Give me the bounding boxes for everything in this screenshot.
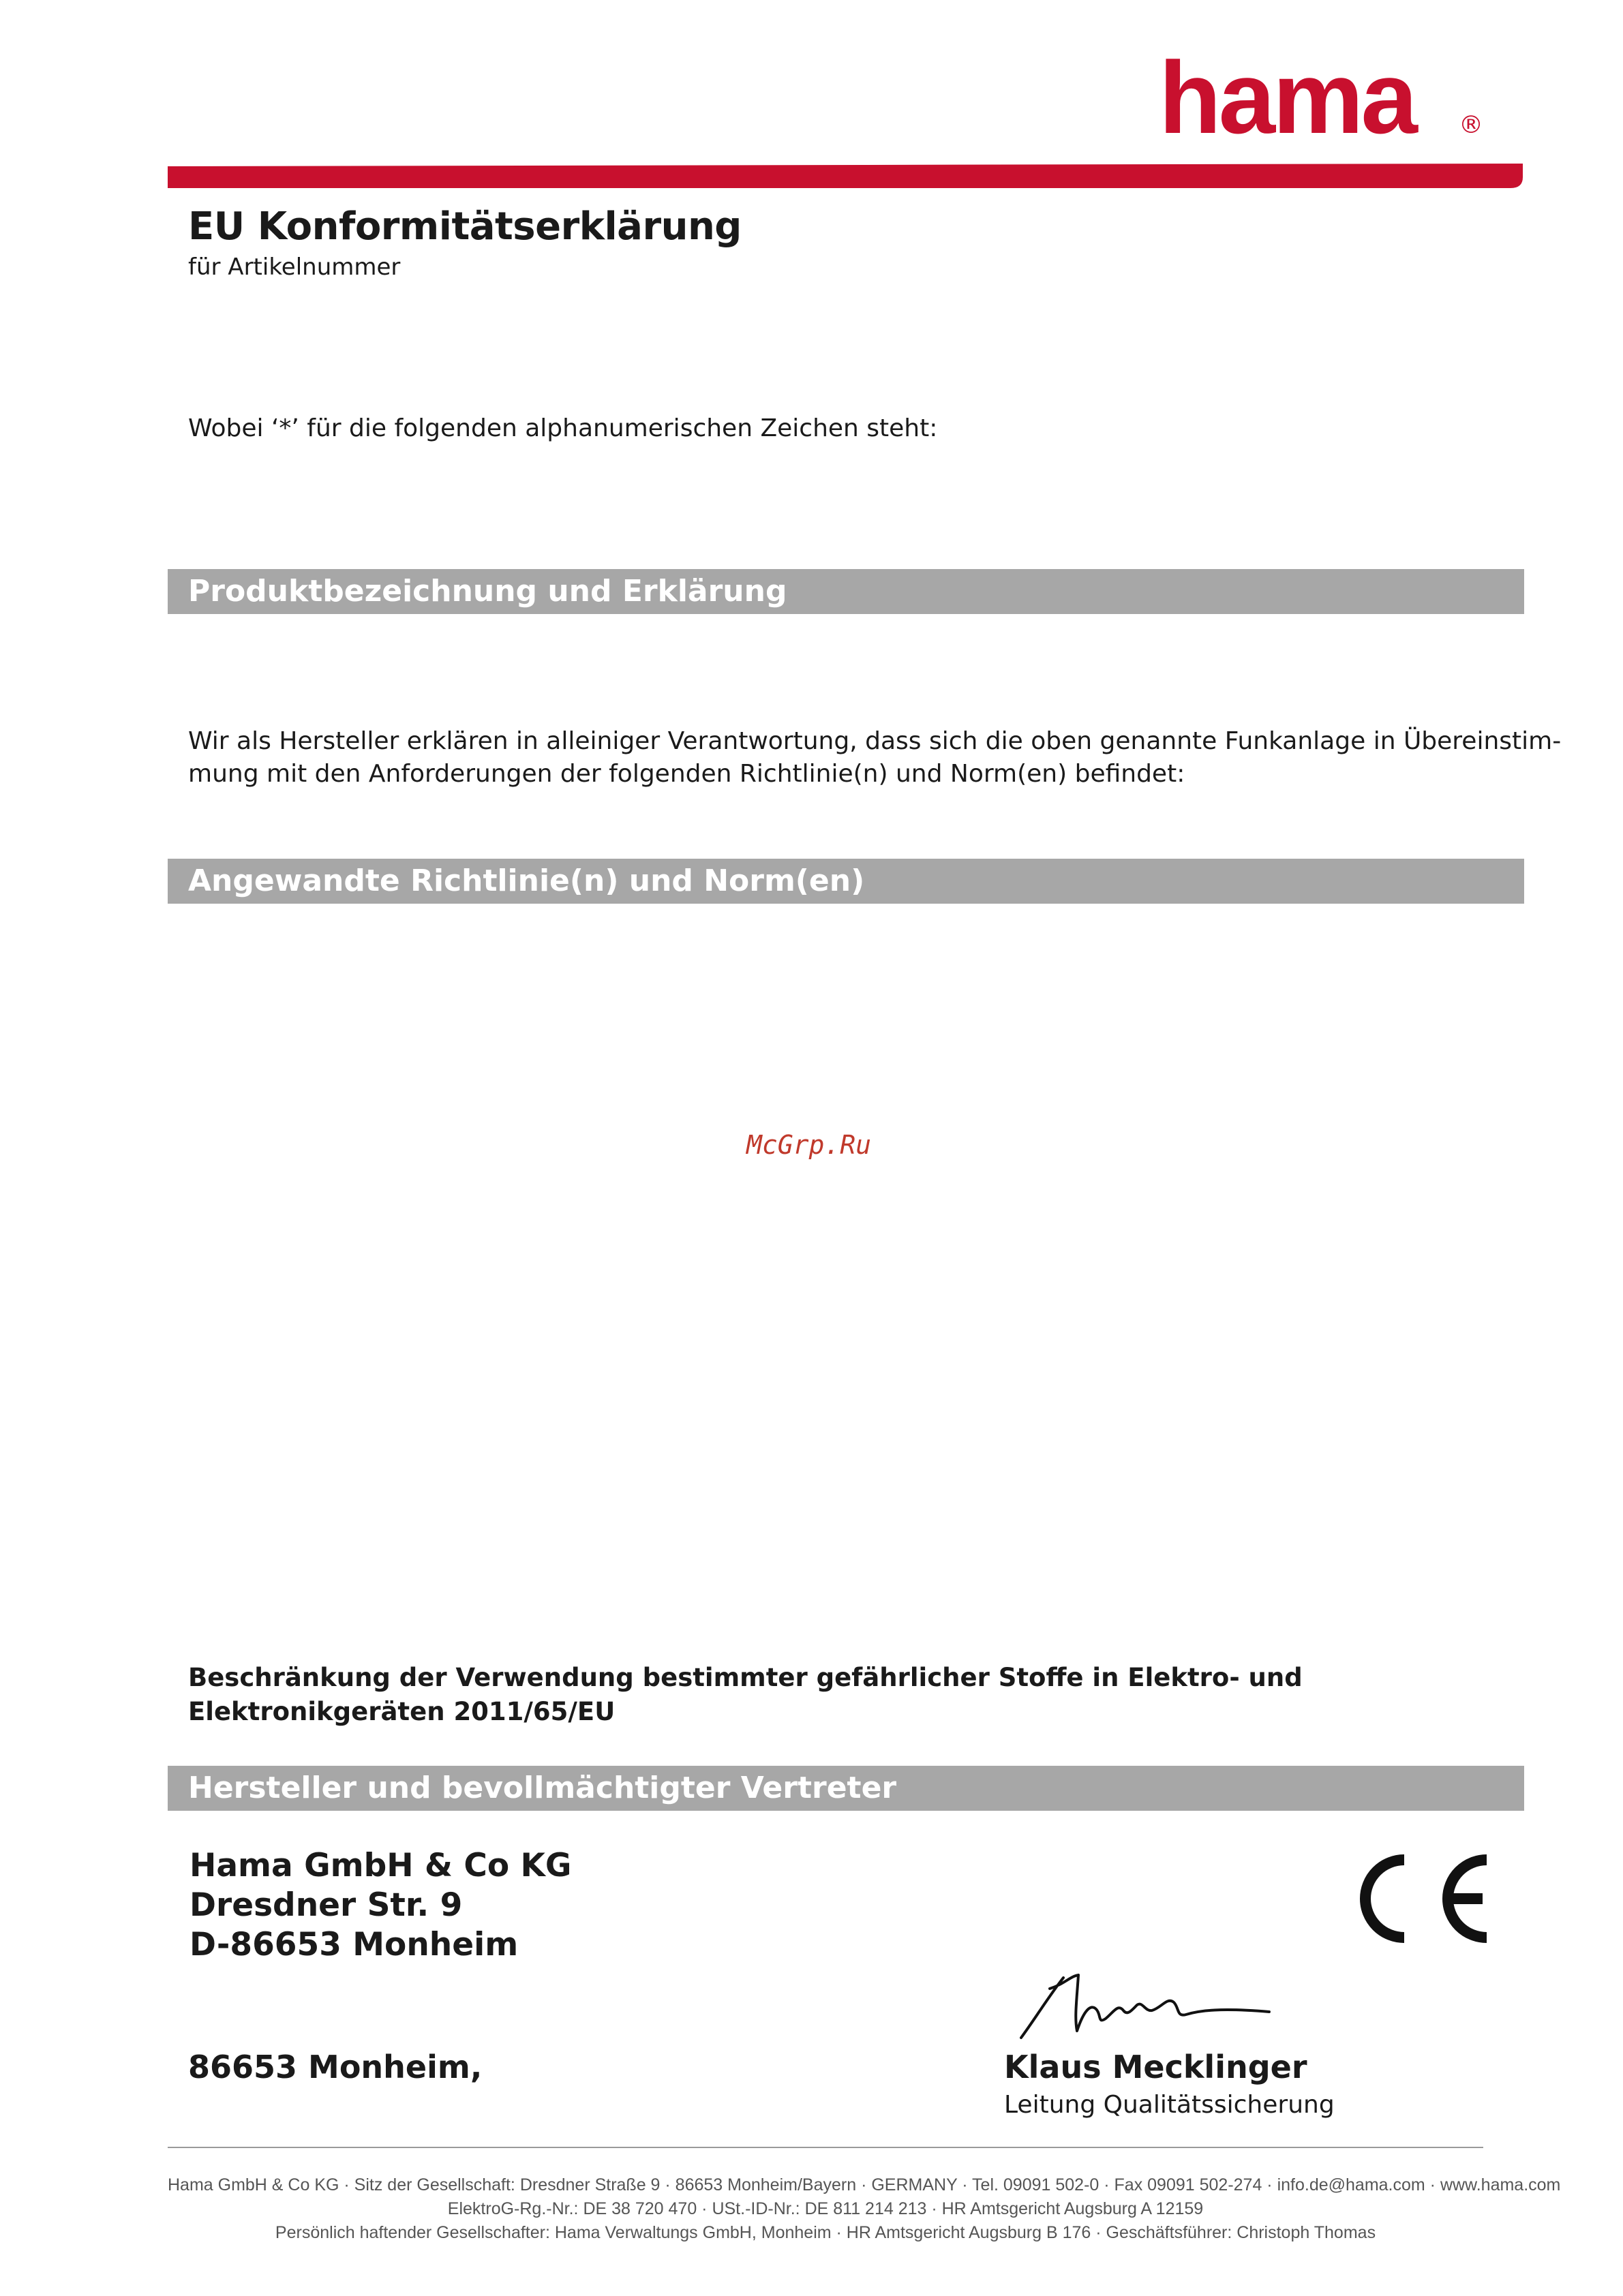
declaration-line-1: Wir als Hersteller erklären in alleiniger Verantwortung, dass sich die oben genannte Funkanlage in Übereinstim- [188, 727, 1562, 755]
signature-image [1016, 1970, 1275, 2045]
declaration-line-2: mung mit den Anforderungen der folgenden Richtlinie(n) und Norm(en) befindet: [188, 760, 1185, 788]
footer-divider [168, 2147, 1483, 2148]
address-street: Dresdner Str. 9 [189, 1886, 463, 1924]
signer-name: Klaus Mecklinger [1004, 2049, 1307, 2085]
page-title: EU Konformitätserklärung [188, 204, 742, 249]
section-header-manufacturer: Hersteller und bevollmächtigter Vertreter [168, 1766, 1524, 1811]
footer-line-3: Persönlich haftender Gesellschafter: Hama Verwaltungs GmbH, Monheim · HR Amtsgericht Augsburg B 176 · Geschäftsführer: Christoph Thomas [275, 2223, 1376, 2242]
place-of-signing: 86653 Monheim, [188, 2049, 483, 2085]
logo-text: hama [1159, 48, 1415, 150]
wildcard-note: Wobei ‘*’ für die folgenden alphanumerischen Zeichen steht: [188, 414, 938, 442]
registered-mark: ® [1459, 111, 1483, 139]
section-header-product: Produktbezeichnung und Erklärung [168, 569, 1524, 614]
rohs-line-2: Elektronikgeräten 2011/65/EU [188, 1697, 616, 1726]
rohs-line-1: Beschränkung der Verwendung bestimmter gefährlicher Stoffe in Elektro- und [188, 1663, 1303, 1692]
watermark: McGrp.Ru [746, 1130, 872, 1160]
red-header-band [168, 164, 1523, 188]
footer-line-1: Hama GmbH & Co KG · Sitz der Gesellschaft: Dresdner Straße 9 · 86653 Monheim/Bayern · GERMANY · Tel. 09091 502-0 · Fax 09091 502-274 · info.de@hama.com · www.hama.com [168, 2175, 1561, 2194]
address-company: Hama GmbH & Co KG [189, 1847, 572, 1884]
page-subtitle: für Artikelnummer [188, 254, 401, 281]
footer-line-2: ElektroG-Rg.-Nr.: DE 38 720 470 · USt.-ID-Nr.: DE 811 214 213 · HR Amtsgericht Augsburg A 12159 [447, 2199, 1204, 2218]
ce-mark-icon [1360, 1850, 1496, 1947]
address-city: D-86653 Monheim [189, 1926, 519, 1963]
signer-role: Leitung Qualitätssicherung [1004, 2091, 1335, 2119]
section-header-norms: Angewandte Richtlinie(n) und Norm(en) [168, 859, 1524, 904]
hama-logo [1159, 48, 1486, 150]
